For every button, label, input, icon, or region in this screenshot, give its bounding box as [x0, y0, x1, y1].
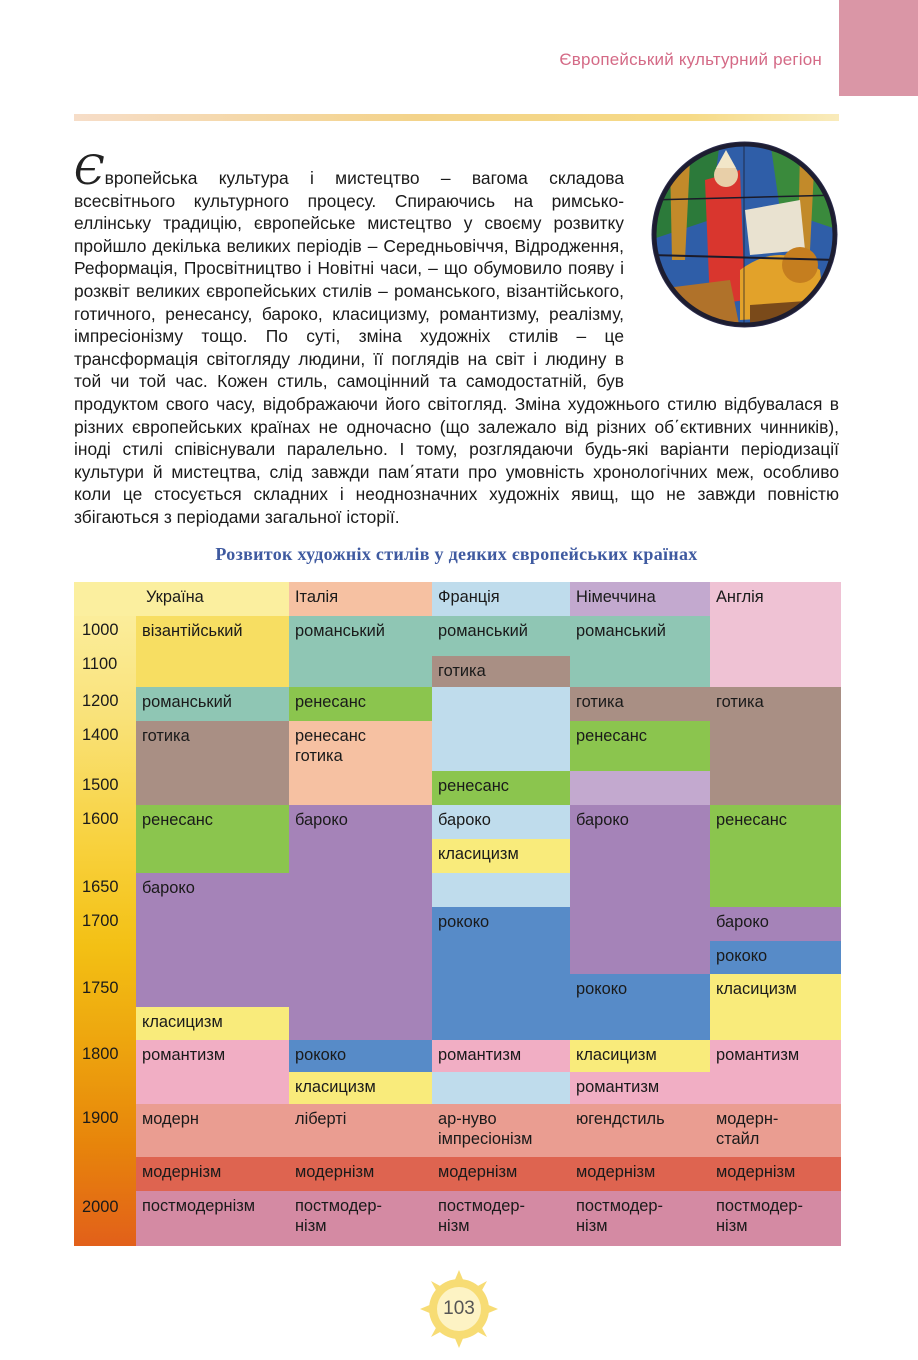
style-cell: модернізм [570, 1157, 710, 1191]
styles-table [74, 582, 841, 1246]
style-cell: готика [710, 687, 841, 805]
style-cell: романтизм [136, 1040, 289, 1104]
style-cell [710, 616, 841, 687]
style-cell: готика [432, 656, 570, 687]
style-cell: ренесанс [289, 687, 432, 721]
year-label: 1900 [82, 1109, 119, 1127]
table-title: Розвиток художніх стилів у деяких європейських країнах [215, 544, 698, 564]
style-cell [570, 771, 710, 805]
style-cell: модернізм [136, 1157, 289, 1191]
year-label: 1500 [82, 776, 119, 794]
style-cell: романтизм [570, 1072, 710, 1104]
style-cell: рококо [570, 974, 710, 1040]
style-cell: романтизм [710, 1040, 841, 1104]
style-cell: модерн- стайл [710, 1104, 841, 1157]
style-cell: модернізм [289, 1157, 432, 1191]
header-divider [74, 114, 839, 121]
style-cell: класицизм [570, 1040, 710, 1072]
style-cell: ренесанс [432, 771, 570, 805]
col-header-germany: Німеччина [570, 582, 710, 616]
style-cell: постмодер- нізм [710, 1191, 841, 1246]
style-cell: ренесанс [710, 805, 841, 907]
running-header-title: Європейський культурний регіон [559, 50, 822, 69]
style-cell [432, 873, 570, 907]
style-cell [432, 687, 570, 771]
year-label: 1400 [82, 726, 119, 744]
year-label: 1700 [82, 912, 119, 930]
style-cell: югендстиль [570, 1104, 710, 1157]
page-number: 103 [443, 1298, 475, 1319]
style-cell: ліберті [289, 1104, 432, 1157]
year-label: 1650 [82, 878, 119, 896]
header-color-block [839, 0, 918, 96]
style-cell: готика [570, 687, 710, 721]
style-cell: класицизм [710, 974, 841, 1040]
style-cell: романтизм [432, 1040, 570, 1072]
year-label: 1000 [82, 621, 119, 639]
style-cell: романський [432, 616, 570, 656]
style-cell: класицизм [432, 839, 570, 873]
page-number-badge [418, 1268, 500, 1350]
year-label: 1800 [82, 1045, 119, 1063]
drop-cap: Є [74, 148, 105, 194]
style-cell: бароко [289, 805, 432, 1040]
style-cell: ренесанс готика [289, 721, 432, 805]
style-cell: ренесанс [570, 721, 710, 771]
style-cell: готика [136, 721, 289, 805]
style-cell: постмодер- нізм [289, 1191, 432, 1246]
col-header-england: Англія [710, 582, 841, 616]
style-cell: модерн [136, 1104, 289, 1157]
style-cell [432, 1072, 570, 1104]
col-header-italy: Італія [289, 582, 432, 616]
year-label: 1200 [82, 692, 119, 710]
style-cell: бароко [432, 805, 570, 839]
style-cell: рококо [710, 941, 841, 974]
style-cell: бароко [136, 873, 289, 1007]
style-cell: класицизм [289, 1072, 432, 1104]
style-cell: рококо [432, 907, 570, 1040]
intro-paragraph [74, 148, 839, 529]
year-label: 1600 [82, 810, 119, 828]
year-label: 2000 [82, 1198, 119, 1216]
style-cell: постмодер- нізм [432, 1191, 570, 1246]
style-cell: модернізм [432, 1157, 570, 1191]
style-cell: ренесанс [136, 805, 289, 873]
style-cell: романський [289, 616, 432, 687]
style-cell: класицизм [136, 1007, 289, 1040]
header-spacer [74, 582, 136, 616]
style-cell: візантійський [136, 616, 289, 687]
style-cell: рококо [289, 1040, 432, 1072]
style-cell: романський [136, 687, 289, 721]
intro-text: вропейська культура і мистецтво – вагома складова всесвітнього культурного процесу. Спираючись на римсько-еллінську традицію, європейське мистецтво у своєму розвитку пройшло декілька великих періодів – Середньовіччя, Відродження, Реформація, Просвітництво і Новітні часи, – що обумовило появу і розквіт великих європейських стилів – романського, візантійського, готичного, ренесансу, бароко, класицизму, романтизму, реалізму, імпресіонізму тощо. По суті, зміна художніх стилів – це трансформація світогляду людини, її поглядів на світ і людину в той чи той час. Кожен стиль, самоцінний та самодостатній, був продуктом свого часу, відображаючи його світогляд. Зміна художнього стилю відбувалася в різних європейських країнах не одночасно (що залежало від різних об΄єктивних чинників), іноді стилі співіснували паралельно. І тому, розглядаючи будь-які варіанти періодизації культури й мистецтва, слід завжди пам΄ятати про умовність хронологічних меж, особливо коли це стосується складних і неоднозначних художніх явищ, що не завжди повністю збігаються з періодами загальної історії. [74, 168, 839, 527]
col-header-france: Франція [432, 582, 570, 616]
col-header-ukraine: Україна [136, 582, 289, 616]
style-cell: ар-нуво імпресіонізм [432, 1104, 570, 1157]
style-cell: постмодернізм [136, 1191, 289, 1246]
year-label: 1750 [82, 979, 119, 997]
style-cell: романський [570, 616, 710, 687]
style-cell: постмодер- нізм [570, 1191, 710, 1246]
style-cell: бароко [710, 907, 841, 941]
style-cell: бароко [570, 805, 710, 974]
style-cell: модернізм [710, 1157, 841, 1191]
year-label: 1100 [82, 655, 118, 673]
